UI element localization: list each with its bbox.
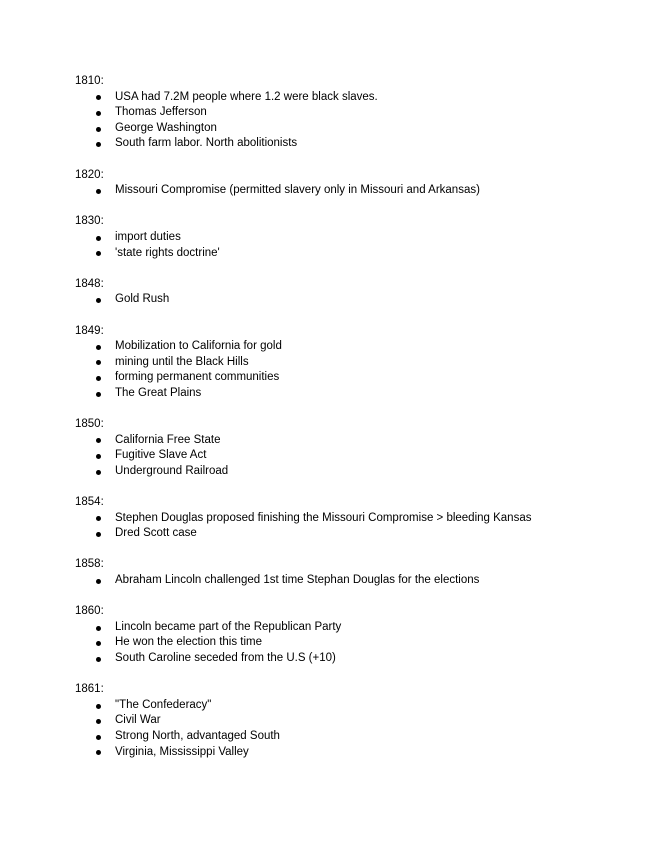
bullet-list: [75, 339, 655, 401]
list-item: [75, 698, 655, 714]
list-item: [75, 448, 655, 464]
bullet-icon: [96, 360, 101, 365]
list-item-text: import duties: [115, 230, 181, 243]
list-item: [75, 90, 655, 106]
bullet-icon: [96, 392, 101, 397]
document-page: [0, 74, 655, 776]
list-item-text: South farm labor. North abolitionists: [115, 137, 298, 150]
list-item-text: mining until the Black Hills: [115, 355, 249, 368]
bullet-list: [75, 573, 655, 589]
list-item: [75, 651, 655, 667]
year-heading: 1861:: [75, 683, 104, 696]
list-item: [75, 511, 655, 527]
list-item: [75, 339, 655, 355]
list-item-text: California Free State: [115, 433, 221, 446]
list-item: [75, 620, 655, 636]
bullet-icon: [96, 95, 101, 100]
list-item: [75, 183, 655, 199]
year-heading: 1849:: [75, 324, 104, 337]
list-item-text: USA had 7.2M people where 1.2 were black slaves.: [115, 90, 378, 103]
year-heading: 1850:: [75, 418, 104, 431]
year-heading: 1830:: [75, 215, 104, 228]
timeline-section: [75, 324, 655, 402]
list-item-text: Dred Scott case: [115, 527, 197, 540]
list-item-text: Underground Railroad: [115, 464, 229, 477]
list-item: [75, 526, 655, 542]
bullet-icon: [96, 142, 101, 147]
list-item: [75, 713, 655, 729]
list-item: [75, 230, 655, 246]
bullet-list: [75, 698, 655, 760]
bullet-icon: [96, 641, 101, 646]
bullet-list: [75, 620, 655, 667]
list-item-text: Missouri Compromise (permitted slavery only in Missouri and Arkansas): [115, 184, 480, 197]
bullet-icon: [96, 470, 101, 475]
bullet-list: [75, 90, 655, 152]
list-item-text: Civil War: [115, 714, 161, 727]
bullet-icon: [96, 438, 101, 443]
bullet-icon: [96, 735, 101, 740]
bullet-icon: [96, 657, 101, 662]
timeline-section: [75, 604, 655, 666]
bullet-icon: [96, 750, 101, 755]
bullet-icon: [96, 516, 101, 521]
bullet-list: [75, 511, 655, 542]
year-heading: 1848:: [75, 277, 104, 290]
list-item-text: 'state rights doctrine': [115, 246, 220, 259]
list-item-text: forming permanent communities: [115, 371, 280, 384]
list-item: [75, 105, 655, 121]
bullet-list: [75, 183, 655, 199]
year-heading: 1860:: [75, 605, 104, 618]
list-item: [75, 355, 655, 371]
year-heading: 1810:: [75, 75, 104, 87]
timeline-section: [75, 74, 655, 152]
list-item: [75, 635, 655, 651]
timeline-section: [75, 277, 655, 308]
list-item: [75, 464, 655, 480]
timeline-section: [75, 214, 655, 261]
bullet-list: [75, 433, 655, 480]
bullet-list: [75, 230, 655, 261]
list-item: [75, 386, 655, 402]
bullet-icon: [96, 111, 101, 116]
year-heading: 1854:: [75, 496, 104, 509]
timeline-section: [75, 417, 655, 479]
bullet-icon: [96, 454, 101, 459]
bullet-icon: [96, 345, 101, 350]
bullet-icon: [96, 704, 101, 709]
list-item: [75, 292, 655, 308]
bullet-icon: [96, 532, 101, 537]
list-item-text: Thomas Jefferson: [115, 106, 207, 119]
bullet-icon: [96, 236, 101, 241]
list-item-text: The Great Plains: [115, 386, 202, 399]
bullet-icon: [96, 626, 101, 631]
list-item: [75, 246, 655, 262]
list-item: [75, 729, 655, 745]
list-item-text: South Caroline seceded from the U.S (+10): [115, 651, 336, 664]
list-item-text: Mobilization to California for gold: [115, 340, 282, 353]
list-item-text: Abraham Lincoln challenged 1st time Stephan Douglas for the elections: [115, 574, 480, 586]
bullet-icon: [96, 579, 101, 584]
timeline-section: [75, 168, 655, 199]
bullet-icon: [96, 127, 101, 132]
list-item: [75, 370, 655, 386]
list-item: [75, 573, 655, 589]
bullet-icon: [96, 189, 101, 194]
list-item-text: George Washington: [115, 121, 217, 134]
list-item: [75, 121, 655, 137]
list-item: [75, 136, 655, 152]
year-heading: 1820:: [75, 168, 104, 181]
list-item-text: Virginia, Mississippi Valley: [115, 745, 249, 758]
list-item-text: "The Confederacy": [115, 698, 212, 711]
bullet-icon: [96, 376, 101, 381]
list-item-text: He won the election this time: [115, 636, 263, 649]
timeline-section: [75, 682, 655, 760]
list-item-text: Fugitive Slave Act: [115, 449, 207, 462]
list-item-text: Lincoln became part of the Republican Party: [115, 620, 342, 633]
list-item-text: Gold Rush: [115, 293, 170, 306]
bullet-icon: [96, 719, 101, 724]
list-item: [75, 745, 655, 761]
bullet-icon: [96, 251, 101, 256]
list-item-text: Strong North, advantaged South: [115, 729, 280, 742]
list-item-text: Stephen Douglas proposed finishing the Missouri Compromise > bleeding Kansas: [115, 511, 532, 524]
bullet-icon: [96, 298, 101, 303]
timeline-section: [75, 495, 655, 542]
year-heading: 1858:: [75, 558, 104, 571]
bullet-list: [75, 292, 655, 308]
list-item: [75, 433, 655, 449]
timeline-section: [75, 557, 655, 588]
